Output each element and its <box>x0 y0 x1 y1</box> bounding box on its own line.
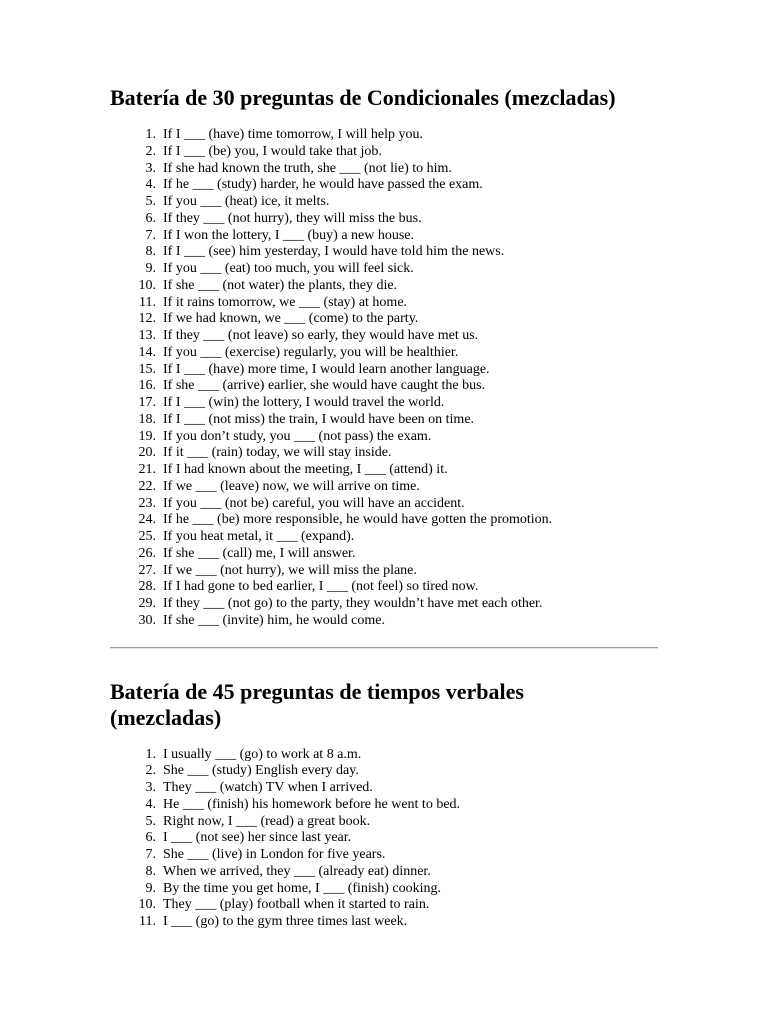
question-text: If I ___ (not miss) the train, I would have been on time. <box>163 411 475 427</box>
question-text: Right now, I ___ (read) a great book. <box>163 813 371 829</box>
question-text: They ___ (play) football when it started to rain. <box>163 897 430 913</box>
verb-tenses-heading-line-1: Batería de 45 preguntas de tiempos verbales <box>110 678 524 704</box>
question-text: If he ___ (study) harder, he would have passed the exam. <box>163 177 483 193</box>
conditionals-heading: Batería de 30 preguntas de Condicionales (mezcladas) <box>110 85 616 110</box>
question-number: 17. <box>138 395 156 410</box>
question-text: If it rains tomorrow, we ___ (stay) at home. <box>163 294 408 310</box>
question-number: 4. <box>145 796 156 812</box>
question-text: If I won the lottery, I ___ (buy) a new house. <box>163 227 415 243</box>
question-number: 5. <box>145 194 156 209</box>
question-text: If she ___ (invite) him, he would come. <box>163 612 386 628</box>
question-number: 29. <box>138 596 156 611</box>
question-number: 2. <box>145 763 156 779</box>
question-item <box>110 579 658 596</box>
question-number: 6. <box>145 210 156 226</box>
question-number: 10. <box>138 277 156 293</box>
question-number: 25. <box>138 529 156 544</box>
document-content <box>110 84 658 931</box>
question-number: 4. <box>145 177 156 193</box>
question-number: 26. <box>138 545 156 561</box>
question-number: 1. <box>145 127 156 142</box>
question-text: If I ___ (have) time tomorrow, I will help you. <box>163 127 423 142</box>
question-number: 5. <box>145 813 156 829</box>
question-text: She ___ (study) English every day. <box>163 763 359 779</box>
question-item <box>110 228 658 245</box>
question-item <box>110 278 658 295</box>
question-text: If you heat metal, it ___ (expand). <box>163 529 355 544</box>
question-number: 3. <box>145 160 156 176</box>
question-number: 16. <box>138 378 156 394</box>
question-number: 18. <box>138 411 156 427</box>
question-item <box>110 345 658 362</box>
question-text: If we ___ (not hurry), we will miss the plane. <box>163 562 417 578</box>
question-number: 6. <box>145 830 156 846</box>
question-item <box>110 295 658 312</box>
question-text: I ___ (not see) her since last year. <box>163 830 352 846</box>
verb-tenses-heading-line-2: (mezcladas) <box>110 704 222 730</box>
verb-tenses-question-list <box>110 747 658 931</box>
question-item <box>110 797 658 814</box>
question-item <box>110 429 658 446</box>
question-number: 21. <box>138 462 156 477</box>
question-text: If you ___ (not be) careful, you will have an accident. <box>163 495 465 511</box>
question-text: He ___ (finish) his homework before he went to bed. <box>163 796 461 812</box>
question-item <box>110 362 658 379</box>
question-item <box>110 529 658 546</box>
question-item <box>110 830 658 847</box>
question-number: 7. <box>145 227 156 243</box>
question-item <box>110 311 658 328</box>
question-item <box>110 814 658 831</box>
question-item <box>110 613 658 630</box>
question-text: If you ___ (exercise) regularly, you will be healthier. <box>163 344 459 360</box>
question-text: I usually ___ (go) to work at 8 a.m. <box>163 746 362 762</box>
question-item <box>110 546 658 563</box>
section-divider <box>110 647 658 649</box>
question-item <box>110 496 658 513</box>
question-item <box>110 914 658 931</box>
question-number: 8. <box>145 244 156 260</box>
question-text: If she ___ (not water) the plants, they die. <box>163 277 398 293</box>
question-item <box>110 864 658 881</box>
question-item <box>110 747 658 764</box>
question-number: 23. <box>138 495 156 511</box>
conditionals-question-list <box>110 127 658 630</box>
question-text: If I ___ (see) him yesterday, I would have told him the news. <box>163 244 505 260</box>
question-item <box>110 780 658 797</box>
question-item <box>110 596 658 613</box>
question-item <box>110 244 658 261</box>
question-text: If we ___ (leave) now, we will arrive on time. <box>163 478 420 494</box>
question-item <box>110 881 658 898</box>
question-item <box>110 144 658 161</box>
question-number: 30. <box>138 612 156 628</box>
question-number: 11. <box>139 294 156 310</box>
question-item <box>110 462 658 479</box>
question-item <box>110 194 658 211</box>
question-text: If you ___ (eat) too much, you will feel sick. <box>163 261 414 276</box>
question-text: If she ___ (call) me, I will answer. <box>163 545 356 561</box>
question-number: 10. <box>138 897 156 913</box>
question-number: 3. <box>145 780 156 795</box>
question-text: When we arrived, they ___ (already eat) dinner. <box>163 863 431 879</box>
question-number: 22. <box>138 478 156 494</box>
question-number: 11. <box>139 914 156 929</box>
question-item <box>110 412 658 429</box>
question-text: If they ___ (not hurry), they will miss the bus. <box>163 210 422 226</box>
question-text: If you ___ (heat) ice, it melts. <box>163 194 330 209</box>
question-number: 7. <box>145 847 156 862</box>
question-number: 27. <box>138 562 156 578</box>
question-text: If I ___ (be) you, I would take that job. <box>163 143 382 159</box>
question-item <box>110 847 658 864</box>
question-number: 24. <box>138 512 156 528</box>
question-item <box>110 328 658 345</box>
question-number: 14. <box>138 344 156 360</box>
question-item <box>110 445 658 462</box>
question-text: If I ___ (win) the lottery, I would travel the world. <box>163 395 445 410</box>
question-number: 20. <box>138 445 156 461</box>
question-item <box>110 127 658 144</box>
question-item <box>110 763 658 780</box>
question-item <box>110 395 658 412</box>
question-number: 1. <box>145 746 156 762</box>
verb-tenses-section <box>110 679 658 931</box>
question-item <box>110 897 658 914</box>
question-text: They ___ (watch) TV when I arrived. <box>163 780 373 795</box>
question-number: 19. <box>138 428 156 444</box>
question-text: If I ___ (have) more time, I would learn another language. <box>163 361 490 377</box>
question-item <box>110 563 658 580</box>
question-text: If we had known, we ___ (come) to the party. <box>163 311 419 327</box>
question-text: If they ___ (not leave) so early, they would have met us. <box>163 328 479 343</box>
question-text: If she ___ (arrive) earlier, she would have caught the bus. <box>163 378 486 394</box>
question-item <box>110 261 658 278</box>
question-item <box>110 512 658 529</box>
conditionals-section <box>110 85 658 630</box>
question-number: 9. <box>145 880 156 896</box>
question-number: 8. <box>145 863 156 879</box>
question-text: If he ___ (be) more responsible, he would have gotten the promotion. <box>163 512 553 528</box>
question-number: 28. <box>138 579 156 595</box>
question-number: 2. <box>145 143 156 159</box>
question-text: If they ___ (not go) to the party, they wouldn’t have met each other. <box>163 596 543 611</box>
question-item <box>110 177 658 194</box>
question-text: She ___ (live) in London for five years. <box>163 847 386 862</box>
question-number: 15. <box>138 361 156 377</box>
question-text: If you don’t study, you ___ (not pass) the exam. <box>163 428 432 444</box>
question-text: I ___ (go) to the gym three times last week. <box>163 914 408 929</box>
question-text: By the time you get home, I ___ (finish) cooking. <box>163 880 442 896</box>
verb-tenses-heading <box>110 679 658 731</box>
question-number: 9. <box>145 261 156 276</box>
question-text: If she had known the truth, she ___ (not lie) to him. <box>163 160 452 176</box>
question-text: If I had known about the meeting, I ___ (attend) it. <box>163 462 448 477</box>
question-item <box>110 479 658 496</box>
question-item <box>110 211 658 228</box>
question-item <box>110 161 658 178</box>
question-text: If it ___ (rain) today, we will stay inside. <box>163 445 392 461</box>
question-text: If I had gone to bed earlier, I ___ (not feel) so tired now. <box>163 579 479 595</box>
question-item <box>110 378 658 395</box>
question-number: 13. <box>138 328 156 343</box>
question-number: 12. <box>138 311 156 327</box>
